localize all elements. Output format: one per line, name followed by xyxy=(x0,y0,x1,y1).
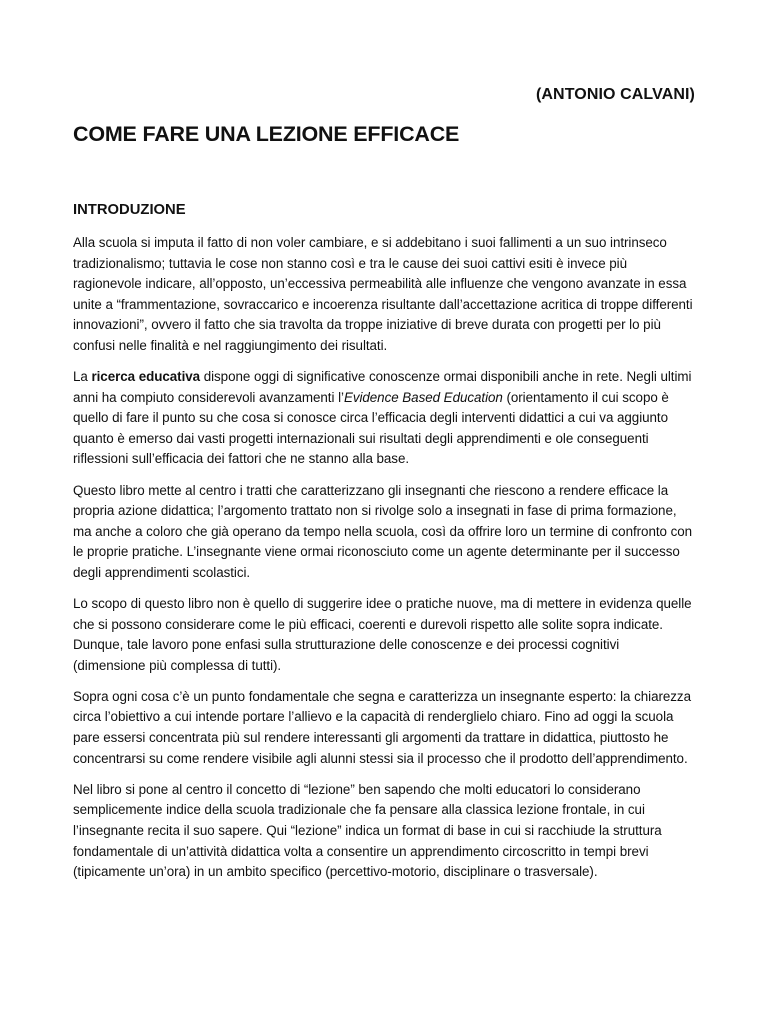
paragraph-3: Questo libro mette al centro i tratti che caratterizzano gli insegnanti che riescono a rendere efficace la propria azione didattica; l’argomento trattato non si rivolge solo a insegnati in fase di prima formazione, ma anche a coloro che già operano da tempo nella scuola, così da offrire loro un termine di confronto con le proprie pratiche. L’insegnante viene ormai riconosciuto come un agente determinante per il successo degli apprendimenti scolastici. xyxy=(73,482,693,580)
section-heading: INTRODUZIONE xyxy=(73,202,186,218)
paragraph-4: Lo scopo di questo libro non è quello di suggerire idee o pratiche nuove, ma di mettere in evidenza quelle che si possono considerare come le più efficaci, coerenti e durevoli rispetto alle solite sopra indicate. Dunque, tale lavoro pone enfasi sulla strutturazione delle conoscenze e dei processi cognitivi (dimensione più complessa di tutti). xyxy=(73,596,692,673)
emphasis-evidence-based-education: Evidence Based Education xyxy=(343,389,503,405)
paragraph-1: Alla scuola si imputa il fatto di non voler cambiare, e si addebitano i suoi fallimenti a un suo intrinseco tradizionalismo; tuttavia le cose non stanno così e tra le cause dei suoi cattivi esiti è invece più ragionevole indicare, all’opposto, un’eccessiva permeabilità alle influenze che vengono avanzate in essa unite a “frammentazione, sovraccarico e incoerenza risultante dall’accettazione acritica di troppe differenti innovazioni”, ovvero il fatto che sia travolta da troppe iniziative di breve durata con progetti per lo più confusi nelle finalità e nel raggiungimento dei risultati. xyxy=(73,235,693,353)
document-body xyxy=(73,233,695,893)
emphasis-ricerca-educativa: ricerca educativa xyxy=(91,369,201,385)
paragraph-2 xyxy=(73,367,695,470)
paragraph-2-tail: (orientamento il cui scopo è quello di fare il punto su che cosa si conosce circa l’efficacia degli interventi didattici a cui va aggiunto quanto è emerso dai vasti progetti internazionali sui risultati degli apprendimenti e ole conseguenti riflessioni sull’efficacia dei fattori che ne stanno alla base. xyxy=(73,389,669,467)
paragraph-5: Sopra ogni cosa c’è un punto fondamentale che segna e caratterizza un insegnante esperto: la chiarezza circa l’obiettivo a cui intende portare l’allievo e la capacità di renderglielo chiaro. Fino ad oggi la scuola pare essersi concentrata più sul rendere interessanti gli argomenti da trattare in didattica, piuttosto he concentrarsi su come rendere visibile agli alunni stessi sia il processo che il prodotto dell’apprendimento. xyxy=(73,688,691,766)
paragraph-2-lead: La xyxy=(73,369,92,385)
author-name: (ANTONIO CALVANI) xyxy=(535,86,695,103)
paragraph-2-mid: dispone oggi di significative conoscenze ormai disponibili anche in rete. Negli ultimi anni ha compiuto considerevoli avanzamenti l’ xyxy=(73,369,692,405)
paragraph-6: Nel libro si pone al centro il concetto di “lezione” ben sapendo che molti educatori lo considerano semplicemente indice della scuola tradizionale che fa pensare alla classica lezione frontale, in cui l’insegnante recita il suo sapere. Qui “lezione” indica un format di base in cui si racchiude la struttura fondamentale di un’attività didattica volta a consentire un apprendimento circoscritto in tempi brevi (tipicamente un’ora) in un ambito specifico (percettivo-motorio, disciplinare o trasversale). xyxy=(73,781,662,880)
document-title: COME FARE UNA LEZIONE EFFICACE xyxy=(73,122,460,146)
